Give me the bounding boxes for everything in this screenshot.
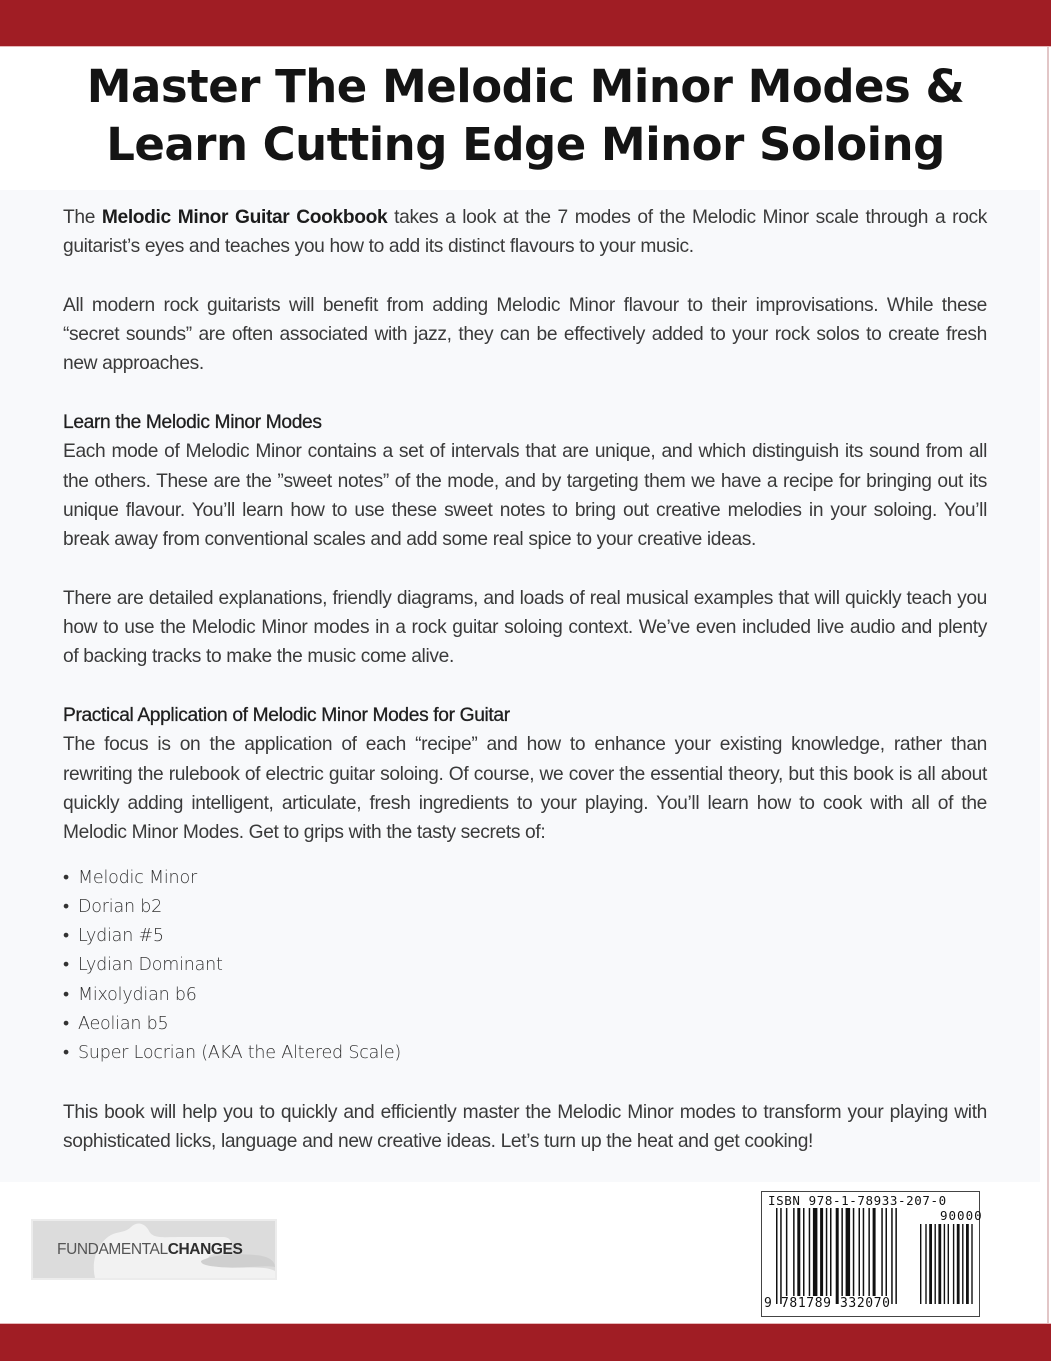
ean-digits: 781789 332070 (781, 1296, 891, 1311)
barcode-addon-bar (938, 1224, 941, 1304)
publisher-name-bold: CHANGES (167, 1241, 243, 1258)
headline-line-2: Learn Cutting Edge Minor Soloing (106, 118, 945, 171)
barcode-bar (891, 1208, 893, 1304)
section1-paragraph-1: Each mode of Melodic Minor contains a set of intervals that are unique, and which distinguish its sound from all the others. These are the ”sweet notes” of the mode, and by targeting them we have a recipe for bringing out its unique flavour. You’ll learn how to use these sweet notes to bring out creative melodies in your soloing. You’ll break away from conventional scales and add some real spice to your creative ideas. (63, 441, 987, 551)
barcode-bar (820, 1208, 823, 1296)
barcode-bar (793, 1208, 795, 1296)
list-item (63, 1039, 987, 1068)
barcode-bar (895, 1208, 897, 1304)
mode-label: Melodic Minor (78, 867, 197, 888)
barcode-bar (886, 1208, 888, 1296)
bottom-color-band (0, 1323, 1051, 1361)
publisher-name (57, 1241, 242, 1259)
barcode-bar (780, 1208, 782, 1304)
barcode-addon-bar (957, 1224, 960, 1304)
publisher-name-light: FUNDAMENTAL (57, 1241, 168, 1258)
barcode-bar (830, 1208, 832, 1296)
intro-paragraph-2: All modern rock guitarists will benefit from adding Melodic Minor flavour to their improvisations. While these “secret sounds” are often associated with jazz, they can be effectively added to your rock solos to create fresh new approaches. (63, 294, 987, 375)
closing-paragraph: This book will help you to quickly and efficiently master the Melodic Minor modes to transform your playing with sophisticated licks, language and new creative ideas. Let’s turn up the heat and get cooking! (63, 1101, 987, 1153)
barcode-bar (881, 1208, 883, 1296)
bullet-icon: • (63, 955, 69, 976)
list-item (63, 1010, 987, 1039)
intro-paragraph-1 (63, 203, 987, 262)
barcode-bar (868, 1208, 870, 1296)
list-item (63, 922, 987, 951)
barcode-addon-bar (935, 1224, 936, 1304)
barcode-bar (813, 1208, 818, 1296)
bullet-icon: • (63, 896, 69, 917)
mode-label: Lydian Dominant (78, 955, 223, 976)
barcode-bar (826, 1208, 828, 1296)
section-heading-learn-modes: Learn the Melodic Minor Modes (63, 412, 322, 434)
barcode-addon-bar (962, 1224, 963, 1304)
section2-paragraph-1: The focus is on the application of each “recipe” and how to enhance your existing knowledge, rather than rewriting the rulebook of electric guitar soloing. Of course, we cover the essential theory, but this book is all about quickly adding intelligent, articulate, fresh ingredients to your playing. You’ll learn how to cook with all of the Melodic Minor Modes. Get to grips with the tasty secrets of: (63, 734, 987, 844)
isbn-label: ISBN 978-1-78933-207-0 (768, 1193, 947, 1208)
barcode-bar (853, 1208, 855, 1296)
book-title: Melodic Minor Guitar Cookbook (101, 207, 388, 228)
intro-prefix: The (63, 207, 96, 228)
mode-label: Lydian #5 (78, 926, 164, 947)
barcode-addon-bar (966, 1224, 969, 1304)
mode-label: Super Locrian (AKA the Altered Scale) (78, 1043, 402, 1064)
barcode-bar (846, 1208, 851, 1296)
list-item (63, 893, 987, 922)
barcode-bar (797, 1208, 800, 1296)
barcode-bar (873, 1208, 876, 1296)
barcode-bar (776, 1208, 778, 1304)
ean-first-digit: 9 (764, 1296, 772, 1311)
barcode-bar (786, 1208, 788, 1296)
barcode-bar (809, 1208, 811, 1296)
mode-label: Dorian b2 (78, 896, 163, 917)
barcode-addon-bar (944, 1224, 945, 1304)
barcode-bar (863, 1208, 865, 1296)
bullet-icon: • (63, 1043, 69, 1064)
price-code: 90000 (940, 1208, 983, 1223)
cover-headline (0, 58, 1051, 174)
barcode-bar (836, 1208, 839, 1304)
barcode-addon-bar (920, 1224, 921, 1304)
bullet-icon: • (63, 867, 69, 888)
barcode-bar (859, 1208, 861, 1296)
list-item (63, 864, 987, 893)
barcode-addon-bar (948, 1224, 949, 1304)
bullet-icon: • (63, 984, 69, 1005)
barcode-bar (803, 1208, 805, 1296)
publisher-logo (31, 1219, 277, 1280)
top-color-band (0, 0, 1051, 47)
spine-edge (1047, 47, 1049, 1323)
section-heading-practical-application: Practical Application of Melodic Minor Modes for Guitar (63, 705, 510, 727)
mode-label: Aeolian b5 (78, 1014, 169, 1035)
barcode-bar (841, 1208, 843, 1296)
bullet-icon: • (63, 926, 69, 947)
section1-paragraph-2: There are detailed explanations, friendly diagrams, and loads of real musical examples that will quickly teach you how to use the Melodic Minor modes in a rock guitar soloing context. We’ve even included live audio and plenty of backing tracks to make the music come alive. (63, 587, 987, 668)
intro-suffix: takes a look at the 7 modes of the Melodic Minor scale through a rock guitarist’s eyes and teaches you how to add its distinct flavours to your music. (63, 207, 987, 258)
barcode-addon-bar (953, 1224, 954, 1304)
list-item (63, 951, 987, 980)
barcode-addon-bar (971, 1224, 972, 1304)
barcode-addon-bar (925, 1224, 926, 1304)
modes-list (63, 864, 987, 1069)
mode-label: Mixolydian b6 (78, 984, 197, 1005)
bullet-icon: • (63, 1014, 69, 1035)
blurb-content (63, 203, 987, 1157)
barcode-addon-bar (929, 1224, 932, 1304)
isbn-barcode (761, 1191, 983, 1317)
headline-line-1: Master The Melodic Minor Modes & (86, 60, 965, 113)
list-item (63, 981, 987, 1010)
